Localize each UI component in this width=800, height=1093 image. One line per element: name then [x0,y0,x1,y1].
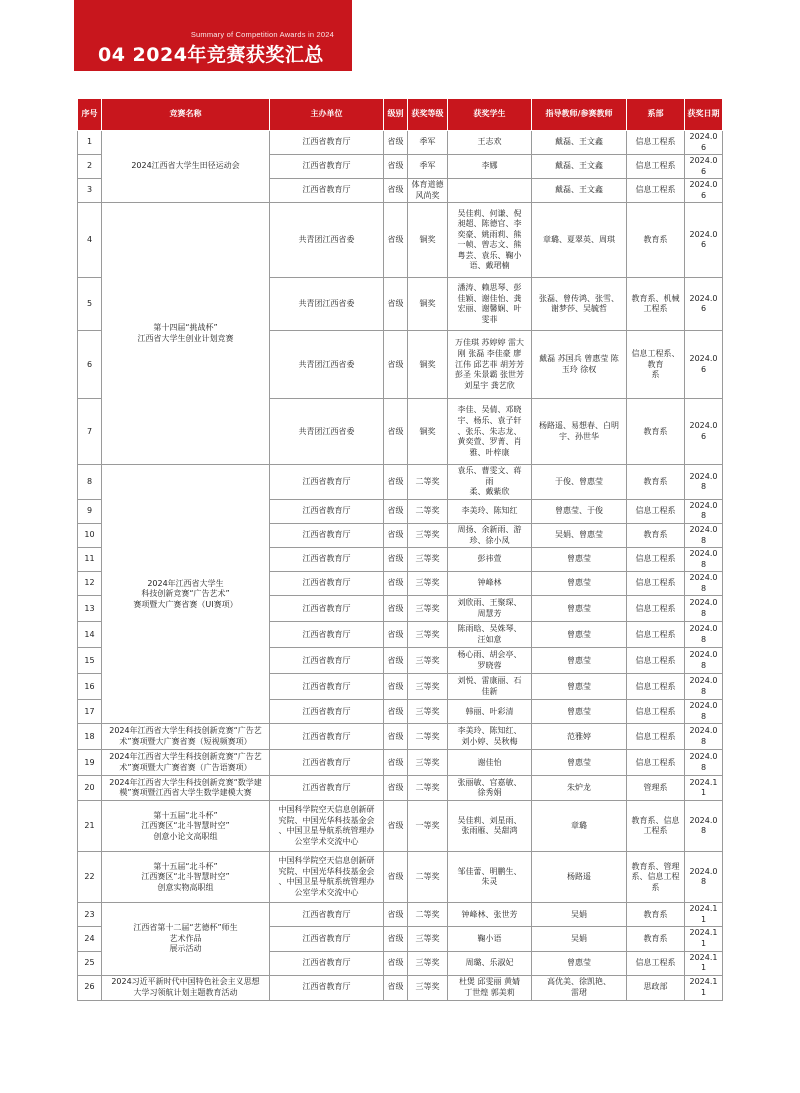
award-grade-cell: 三等奖 [408,622,448,648]
students-cell: 刘欣雨、王聚琛、 周慧芳 [448,596,532,622]
level-cell: 省级 [384,331,408,399]
award-date-cell: 2024.06 [685,278,723,331]
department-cell: 信息工程系 [627,499,685,523]
department-cell: 管理系 [627,776,685,801]
award-date-cell: 2024.08 [685,801,723,852]
teachers-cell: 戴磊 苏国兵 曾惠莹 陈 玉玲 徐权 [532,331,627,399]
award-grade-cell: 二等奖 [408,903,448,927]
row-number-cell: 7 [78,399,102,465]
organizer-cell: 江西省教育厅 [270,700,384,724]
level-cell: 省级 [384,750,408,776]
col-header-competition: 竞赛名称 [102,99,270,131]
award-grade-cell: 三等奖 [408,700,448,724]
award-date-cell: 2024.08 [685,548,723,572]
row-number-cell: 18 [78,724,102,750]
department-cell: 教育系 [627,203,685,278]
students-cell: 李美玲、陈知红、 刘小婷、吴秋梅 [448,724,532,750]
teachers-cell: 于俊、曾惠莹 [532,465,627,500]
department-cell: 信息工程系 [627,596,685,622]
organizer-cell: 江西省教育厅 [270,155,384,179]
teachers-cell: 朱炉龙 [532,776,627,801]
award-grade-cell: 二等奖 [408,776,448,801]
row-number-cell: 21 [78,801,102,852]
organizer-cell: 江西省教育厅 [270,524,384,548]
level-cell: 省级 [384,596,408,622]
award-date-cell: 2024.06 [685,155,723,179]
department-cell: 信息工程系 [627,548,685,572]
students-cell: 鞠小语 [448,927,532,951]
table-row [78,465,723,500]
department-cell: 信息工程系 [627,572,685,596]
teachers-cell: 杨路遥 [532,852,627,903]
level-cell: 省级 [384,801,408,852]
level-cell: 省级 [384,951,408,975]
award-grade-cell: 三等奖 [408,596,448,622]
award-date-cell: 2024.11 [685,776,723,801]
award-date-cell: 2024.08 [685,465,723,500]
organizer-cell: 共青团江西省委 [270,278,384,331]
row-number-cell: 25 [78,951,102,975]
organizer-cell: 江西省教育厅 [270,750,384,776]
students-cell: 潘涛、赖思琴、彭 佳颖、谢佳怡、龚 宏丽、谢馨娴、叶 雯菲 [448,278,532,331]
teachers-cell: 戴磊、王文鑫 [532,131,627,155]
award-grade-cell: 季军 [408,155,448,179]
department-cell: 信息工程系 [627,131,685,155]
banner-title: 04 2024年竞赛获奖汇总 [98,44,324,66]
level-cell: 省级 [384,700,408,724]
award-date-cell: 2024.11 [685,927,723,951]
award-date-cell: 2024.08 [685,674,723,700]
organizer-cell: 江西省教育厅 [270,548,384,572]
table-row [78,801,723,852]
competition-name-cell: 江西省第十二届“艺德杯”师生 艺术作品 展示活动 [102,903,270,975]
students-cell: 周璐、乐淑妃 [448,951,532,975]
teachers-cell: 曾惠莹 [532,951,627,975]
level-cell: 省级 [384,572,408,596]
row-number-cell: 13 [78,596,102,622]
students-cell [448,179,532,203]
award-date-cell: 2024.06 [685,203,723,278]
award-grade-cell: 体育道德 风尚奖 [408,179,448,203]
table-row [78,750,723,776]
department-cell: 教育系、机械 工程系 [627,278,685,331]
students-cell: 李娜 [448,155,532,179]
award-grade-cell: 二等奖 [408,465,448,500]
organizer-cell: 共青团江西省委 [270,203,384,278]
table-row [78,776,723,801]
row-number-cell: 17 [78,700,102,724]
award-date-cell: 2024.08 [685,852,723,903]
department-cell: 思政部 [627,975,685,1000]
award-grade-cell: 三等奖 [408,674,448,700]
teachers-cell: 曾惠莹 [532,596,627,622]
students-cell: 钟峰林 [448,572,532,596]
department-cell: 教育系、信息 工程系 [627,801,685,852]
organizer-cell: 共青团江西省委 [270,331,384,399]
teachers-cell: 杨路遥、易想春、白明 宇、孙世华 [532,399,627,465]
organizer-cell: 江西省教育厅 [270,179,384,203]
department-cell: 教育系 [627,465,685,500]
department-cell: 信息工程系 [627,622,685,648]
teachers-cell: 高优美、徐凯艳、 雷珺 [532,975,627,1000]
competition-name-cell: 2024年江西省大学生 科技创新竞赛“广告艺术” 赛项暨大广赛省赛（UI赛项） [102,465,270,724]
award-grade-cell: 铜奖 [408,331,448,399]
department-cell: 教育系 [627,399,685,465]
table-row [78,724,723,750]
level-cell: 省级 [384,975,408,1000]
row-number-cell: 14 [78,622,102,648]
teachers-cell: 戴磊、王文鑫 [532,179,627,203]
department-cell: 信息工程系 [627,674,685,700]
row-number-cell: 11 [78,548,102,572]
organizer-cell: 共青团江西省委 [270,399,384,465]
organizer-cell: 江西省教育厅 [270,465,384,500]
row-number-cell: 9 [78,499,102,523]
department-cell: 信息工程系 [627,648,685,674]
table-header-row [78,99,723,131]
row-number-cell: 26 [78,975,102,1000]
students-cell: 谢佳怡 [448,750,532,776]
table-row [78,203,723,278]
teachers-cell: 吴娟 [532,903,627,927]
level-cell: 省级 [384,776,408,801]
row-number-cell: 5 [78,278,102,331]
department-cell: 信息工程系、教育 系 [627,331,685,399]
competition-name-cell: 2024年江西省大学生科技创新竞赛“数学建 模”赛项暨江西省大学生数学建模大赛 [102,776,270,801]
teachers-cell: 吴娟 [532,927,627,951]
teachers-cell: 曾惠莹 [532,750,627,776]
department-cell: 信息工程系 [627,724,685,750]
row-number-cell: 8 [78,465,102,500]
col-header-no: 序号 [78,99,102,131]
row-number-cell: 15 [78,648,102,674]
department-cell: 教育系、管理 系、信息工程 系 [627,852,685,903]
competition-name-cell: 2024年江西省大学生科技创新竞赛“广告艺 术”赛项暨大广赛省赛（短视频赛项） [102,724,270,750]
row-number-cell: 10 [78,524,102,548]
row-number-cell: 23 [78,903,102,927]
organizer-cell: 江西省教育厅 [270,903,384,927]
students-cell: 吴佳莉、刘星雨、 张雨雁、吴甜鸿 [448,801,532,852]
award-date-cell: 2024.06 [685,399,723,465]
award-grade-cell: 三等奖 [408,548,448,572]
organizer-cell: 江西省教育厅 [270,724,384,750]
students-cell: 刘悦、雷康丽、石 佳新 [448,674,532,700]
award-grade-cell: 三等奖 [408,648,448,674]
col-header-organizer: 主办单位 [270,99,384,131]
award-date-cell: 2024.11 [685,951,723,975]
competition-name-cell: 第十五届“北斗杯” 江西赛区“北斗智慧时空” 创意实物高职组 [102,852,270,903]
students-cell: 邹佳蕾、明鹏生、 朱灵 [448,852,532,903]
table-row [78,852,723,903]
competition-name-cell: 第十五届“北斗杯” 江西赛区“北斗智慧时空” 创意小论文高职组 [102,801,270,852]
teachers-cell: 曾惠莹 [532,572,627,596]
table-row [78,975,723,1000]
department-cell: 教育系 [627,927,685,951]
level-cell: 省级 [384,724,408,750]
row-number-cell: 20 [78,776,102,801]
level-cell: 省级 [384,622,408,648]
award-grade-cell: 二等奖 [408,724,448,750]
department-cell: 信息工程系 [627,700,685,724]
level-cell: 省级 [384,203,408,278]
competition-name-cell: 2024习近平新时代中国特色社会主义思想 大学习领航计划主题教育活动 [102,975,270,1000]
row-number-cell: 1 [78,131,102,155]
teachers-cell: 张磊、曾传鸿、张雪、 谢梦莎、吴毓哲 [532,278,627,331]
award-date-cell: 2024.06 [685,179,723,203]
students-cell: 吴佳莉、何谦、倪 昶超、陈德官、李 奕豪、姚雨莉、熊 一帧、曾志文、熊 粤芸、袁乐、鞠小 语、戴珺楠 [448,203,532,278]
award-grade-cell: 三等奖 [408,572,448,596]
students-cell: 杜煲 邱雯丽 黄婧 丁世煌 郭美莉 [448,975,532,1000]
row-number-cell: 12 [78,572,102,596]
level-cell: 省级 [384,548,408,572]
department-cell: 信息工程系 [627,155,685,179]
students-cell: 袁乐、曹雯文、蒋 雨 柔、戴紫欣 [448,465,532,500]
level-cell: 省级 [384,179,408,203]
award-grade-cell: 季军 [408,131,448,155]
row-number-cell: 16 [78,674,102,700]
teachers-cell: 曾惠莹 [532,622,627,648]
award-date-cell: 2024.08 [685,524,723,548]
organizer-cell: 江西省教育厅 [270,927,384,951]
students-cell: 李美玲、陈知红 [448,499,532,523]
award-date-cell: 2024.11 [685,903,723,927]
col-header-students: 获奖学生 [448,99,532,131]
level-cell: 省级 [384,524,408,548]
col-header-department: 系部 [627,99,685,131]
teachers-cell: 章璐 [532,801,627,852]
award-date-cell: 2024.08 [685,572,723,596]
students-cell: 王志欢 [448,131,532,155]
organizer-cell: 江西省教育厅 [270,776,384,801]
col-header-grade: 获奖等级 [408,99,448,131]
organizer-cell: 江西省教育厅 [270,975,384,1000]
organizer-cell: 江西省教育厅 [270,596,384,622]
organizer-cell: 江西省教育厅 [270,622,384,648]
competition-name-cell: 第十四届“挑战杯” 江西省大学生创业计划竞赛 [102,203,270,465]
row-number-cell: 3 [78,179,102,203]
award-grade-cell: 铜奖 [408,278,448,331]
students-cell: 李佳、吴倩、邓晓 宇、杨乐、袁子轩 、张乐、朱志龙、 黄奕萱、罗菁、肖 雅、叶梓康 [448,399,532,465]
award-grade-cell: 三等奖 [408,975,448,1000]
department-cell: 信息工程系 [627,951,685,975]
organizer-cell: 江西省教育厅 [270,674,384,700]
teachers-cell: 章璐、夏翠英、周琪 [532,203,627,278]
level-cell: 省级 [384,852,408,903]
level-cell: 省级 [384,648,408,674]
award-date-cell: 2024.08 [685,700,723,724]
level-cell: 省级 [384,131,408,155]
award-date-cell: 2024.06 [685,131,723,155]
row-number-cell: 6 [78,331,102,399]
students-cell: 杨心雨、胡会亭、 罗晓蓉 [448,648,532,674]
department-cell: 信息工程系 [627,179,685,203]
students-cell: 彭祎萱 [448,548,532,572]
teachers-cell: 曾惠莹 [532,548,627,572]
award-date-cell: 2024.11 [685,975,723,1000]
award-grade-cell: 铜奖 [408,203,448,278]
organizer-cell: 中国科学院空天信息创新研 究院、中国光华科技基金会 、中国卫星导航系统管理办 公室学术交流中心 [270,852,384,903]
level-cell: 省级 [384,903,408,927]
level-cell: 省级 [384,499,408,523]
department-cell: 教育系 [627,903,685,927]
students-cell: 周扬、余新雨、游 珍、徐小凤 [448,524,532,548]
organizer-cell: 江西省教育厅 [270,131,384,155]
department-cell: 信息工程系 [627,750,685,776]
organizer-cell: 江西省教育厅 [270,951,384,975]
award-grade-cell: 二等奖 [408,852,448,903]
award-date-cell: 2024.06 [685,331,723,399]
award-grade-cell: 一等奖 [408,801,448,852]
level-cell: 省级 [384,399,408,465]
award-grade-cell: 三等奖 [408,927,448,951]
students-cell: 钟峰林、张世芳 [448,903,532,927]
teachers-cell: 曾惠莹 [532,674,627,700]
section-banner [74,0,352,71]
award-grade-cell: 三等奖 [408,750,448,776]
awards-table [77,98,723,1001]
row-number-cell: 2 [78,155,102,179]
organizer-cell: 江西省教育厅 [270,499,384,523]
teachers-cell: 曾惠莹、于俊 [532,499,627,523]
award-date-cell: 2024.08 [685,724,723,750]
competition-name-cell: 2024年江西省大学生科技创新竞赛“广告艺 术”赛项暨大广赛省赛（广告语赛项） [102,750,270,776]
award-date-cell: 2024.08 [685,622,723,648]
students-cell: 张丽敏、官嘉敏、 徐秀娟 [448,776,532,801]
teachers-cell: 范雅婷 [532,724,627,750]
award-date-cell: 2024.08 [685,596,723,622]
competition-name-cell: 2024江西省大学生田径运动会 [102,131,270,203]
table-row [78,903,723,927]
award-grade-cell: 三等奖 [408,524,448,548]
col-header-teachers: 指导教师/参赛教师 [532,99,627,131]
col-header-level: 级别 [384,99,408,131]
table-body [78,131,723,1001]
level-cell: 省级 [384,927,408,951]
row-number-cell: 24 [78,927,102,951]
level-cell: 省级 [384,278,408,331]
students-cell: 陈雨晗、吴姝琴、 汪如意 [448,622,532,648]
students-cell: 韩丽、叶彩清 [448,700,532,724]
students-cell: 万佳琪 苏婷婷 雷大 刚 张磊 李佳豪 廖 江伟 邱艺菲 胡芳芳 彭圣 朱景霸 张世芳 刘星宇 龚艺欣 [448,331,532,399]
banner-subtitle: Summary of Competition Awards in 2024 [190,30,334,39]
organizer-cell: 江西省教育厅 [270,648,384,674]
row-number-cell: 19 [78,750,102,776]
award-date-cell: 2024.08 [685,499,723,523]
teachers-cell: 戴磊、王文鑫 [532,155,627,179]
col-header-date: 获奖日期 [685,99,723,131]
row-number-cell: 4 [78,203,102,278]
department-cell: 教育系 [627,524,685,548]
award-grade-cell: 二等奖 [408,499,448,523]
teachers-cell: 吴娟、曾惠莹 [532,524,627,548]
organizer-cell: 中国科学院空天信息创新研 究院、中国光华科技基金会 、中国卫星导航系统管理办 公室学术交流中心 [270,801,384,852]
teachers-cell: 曾惠莹 [532,648,627,674]
level-cell: 省级 [384,155,408,179]
level-cell: 省级 [384,465,408,500]
award-date-cell: 2024.08 [685,750,723,776]
table-row [78,131,723,155]
row-number-cell: 22 [78,852,102,903]
award-date-cell: 2024.08 [685,648,723,674]
award-grade-cell: 铜奖 [408,399,448,465]
level-cell: 省级 [384,674,408,700]
teachers-cell: 曾惠莹 [532,700,627,724]
award-grade-cell: 三等奖 [408,951,448,975]
organizer-cell: 江西省教育厅 [270,572,384,596]
